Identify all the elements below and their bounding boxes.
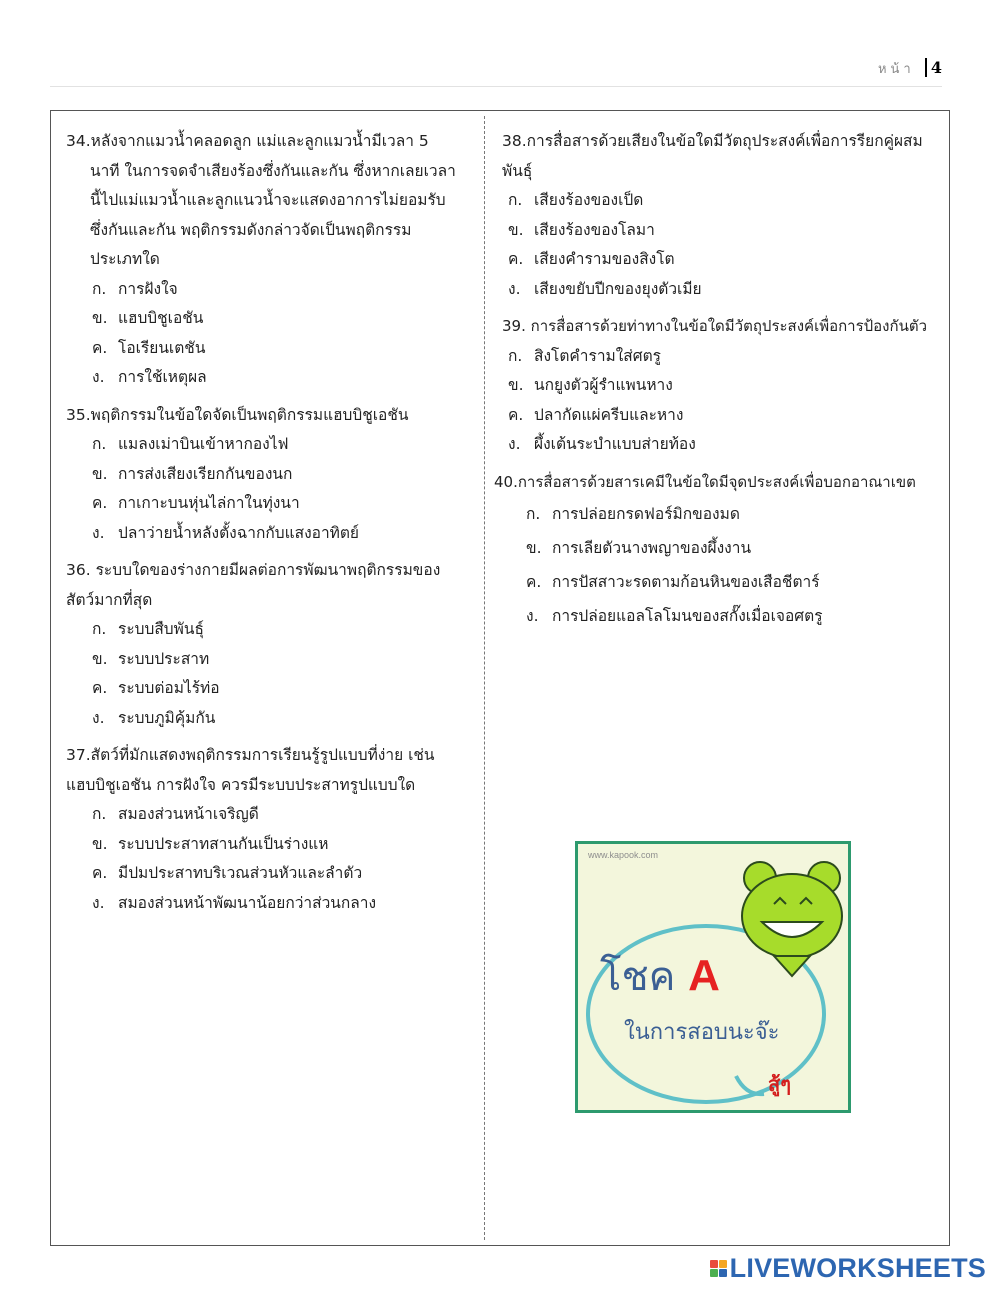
question-stem: 37.สัตว์ที่มักแสดงพฤติกรรมการเรียนรู้รูปแบบที่ง่าย เช่น แฮบบิชูเอชัน การฝังใจ ควรมีระบบประสาทรูปแบบใด (66, 746, 435, 794)
option-mark: ค. (92, 679, 108, 697)
option[interactable] (494, 275, 940, 305)
option-mark: ค. (92, 864, 108, 882)
option[interactable] (494, 565, 940, 599)
question-36 (66, 556, 462, 733)
option-mark: ง. (92, 523, 105, 542)
question-stem: 40.การสื่อสารด้วยสารเคมีในข้อใดมีจุดประสงค์เพื่อบอกอาณาเขต (494, 472, 916, 491)
good-luck-word: โชค (600, 954, 676, 1000)
question-38 (494, 127, 940, 304)
question-stem: 38.การสื่อสารด้วยเสียงในข้อใดมีวัตถุประสงค์เพื่อการรียกคู่ผสมพันธุ์ (502, 132, 923, 180)
option[interactable] (66, 889, 462, 919)
option[interactable] (66, 460, 462, 490)
option[interactable] (494, 430, 940, 460)
option-mark: ง. (526, 607, 539, 625)
option[interactable] (66, 830, 462, 860)
character-head (742, 874, 842, 958)
page-header-label: หน้า (877, 62, 915, 77)
option-text: ผึ้งเต้นระบำแบบส่ายท้อง (534, 435, 696, 453)
option[interactable] (66, 334, 462, 364)
option[interactable] (66, 859, 462, 889)
option[interactable] (494, 216, 940, 246)
option-mark: ง. (92, 893, 105, 912)
option-mark: ค. (526, 573, 542, 591)
option-text: แฮบบิชูเอชัน (118, 309, 204, 327)
liveworksheets-logo-icon (710, 1260, 727, 1277)
option-mark: ข. (92, 464, 108, 483)
option[interactable] (494, 401, 940, 431)
option-text: การปล่อยแอลโลโมนของสกั๊งเมื่อเจอศตรู (552, 607, 823, 625)
question-stem: 34.หลังจากแมวน้ำคลอดลูก แม่และลูกแมวน้ำมีเวลา 5 นาที ในการจดจำเสียงร้องซึ่งกันและกัน ซึ่งหากเลยเวลานี้ไปแม่แมวน้ำและลูกแนวน้ำจะแสดงอาการไม่ยอมรับซึ่งกันและกัน พฤติกรรมดังกล่าวจัดเป็นพฤติกรรมประเภทใด (66, 132, 456, 268)
liveworksheets-logo[interactable] (710, 1253, 986, 1284)
option[interactable] (494, 599, 940, 633)
left-column (66, 127, 462, 926)
liveworksheets-logo-text: LIVEWORKSHEETS (729, 1253, 986, 1283)
option-mark: ก. (526, 505, 541, 523)
option-mark: ข. (526, 539, 542, 557)
header-divider (50, 86, 942, 87)
option-text: สิงโตคำรามใส่ศตรู (534, 346, 661, 365)
option-mark: ข. (508, 220, 524, 239)
question-35 (66, 401, 462, 549)
column-divider (484, 116, 485, 1240)
option[interactable] (66, 674, 462, 704)
question-34 (66, 127, 462, 393)
option-mark: ง. (92, 368, 105, 386)
option-text: ระบบต่อมไร้ท่อ (118, 679, 220, 697)
option-mark: ข. (92, 834, 108, 853)
option[interactable] (494, 531, 940, 565)
good-luck-line1 (600, 944, 720, 1008)
option-text: โอเรียนเตชัน (118, 338, 206, 357)
option-text: การส่งเสียงเรียกกันของนก (118, 464, 293, 483)
option-mark: ก. (92, 805, 107, 823)
option-mark: ก. (508, 346, 523, 365)
option-text: ระบบสืบพันธุ์ (118, 620, 204, 638)
option-mark: ข. (508, 376, 524, 394)
option-text: นกยูงตัวผู้รำแพนหาง (534, 376, 673, 394)
option-mark: ก. (508, 191, 523, 209)
question-37 (66, 741, 462, 918)
good-luck-letter: A (688, 951, 720, 1000)
question-stem: 39. การสื่อสารด้วยท่าทางในข้อใดมีวัตถุประสงค์เพื่อการป้องกันตัว (502, 317, 928, 335)
option-text: เสียงขยับปีกของยุงตัวเมีย (534, 279, 702, 298)
option-mark: ค. (92, 338, 108, 357)
right-column (494, 127, 940, 641)
option[interactable] (66, 615, 462, 645)
option-mark: ข. (92, 309, 108, 327)
option[interactable] (66, 489, 462, 519)
option-text: สมองส่วนหน้าเจริญดี (118, 805, 259, 823)
option-text: ระบบประสาทสานกันเป็นร่างแห (118, 834, 329, 853)
question-stem: 36. ระบบใดของร่างกายมีผลต่อการพัฒนาพฤติกรรมของสัตว์มากที่สุด (66, 561, 441, 609)
option-text: มีปมประสาทบริเวณส่วนหัวและลำตัว (118, 864, 363, 882)
option-mark: ก. (92, 620, 107, 638)
option-text: การใช้เหตุผล (118, 368, 207, 386)
option-mark: ค. (92, 494, 108, 512)
option-text: ปลาว่ายน้ำหลังตั้งฉากกับแสงอาทิตย์ (118, 523, 360, 542)
option[interactable] (494, 342, 940, 372)
page-header (878, 58, 942, 79)
option-mark: ค. (508, 405, 524, 424)
question-39 (494, 312, 940, 460)
option[interactable] (66, 800, 462, 830)
option-text: การปล่อยกรดฟอร์มิกของมด (552, 505, 740, 523)
option[interactable] (66, 704, 462, 734)
option-text: การเลียตัวนางพญาของผึ้งงาน (552, 539, 752, 557)
option[interactable] (494, 245, 940, 275)
watermark: www.kapook.com (588, 850, 659, 860)
option-mark: ก. (92, 435, 107, 453)
option[interactable] (494, 497, 940, 531)
option-text: แมลงเม่าบินเข้าหากองไฟ (118, 435, 289, 453)
option[interactable] (494, 371, 940, 401)
option-text: การปัสสาวะรดตามก้อนหินของเสือชีตาร์ (552, 573, 820, 591)
option-mark: ข. (92, 649, 108, 668)
option-text: การฝังใจ (118, 279, 178, 298)
option[interactable] (66, 363, 462, 393)
option-text: ปลากัดแผ่ครีบและหาง (534, 405, 684, 424)
good-luck-line3: สู้ๆ (768, 1072, 791, 1096)
option-text: สมองส่วนหน้าพัฒนาน้อยกว่าส่วนกลาง (118, 893, 377, 912)
option[interactable] (494, 186, 940, 216)
option[interactable] (66, 519, 462, 549)
option-text: กาเกาะบนหุ่นไล่กาในทุ่งนา (118, 494, 300, 512)
page-number: 4 (925, 58, 942, 77)
option-mark: ค. (508, 250, 524, 268)
option[interactable] (66, 645, 462, 675)
option-mark: ง. (508, 435, 521, 453)
option-text: เสียงคำรามของสิงโต (534, 250, 675, 268)
option[interactable] (66, 430, 462, 460)
option-text: เสียงร้องของเป็ด (534, 191, 644, 209)
option-mark: ก. (92, 279, 107, 298)
option-text: เสียงร้องของโลมา (534, 220, 655, 239)
good-luck-line2: ในการสอบนะจ๊ะ (624, 1020, 780, 1045)
good-luck-image (575, 841, 851, 1113)
option[interactable] (66, 275, 462, 305)
option-text: ระบบภูมิคุ้มกัน (118, 708, 216, 727)
option[interactable] (66, 304, 462, 334)
option-mark: ง. (508, 279, 521, 298)
option-text: ระบบประสาท (118, 649, 210, 668)
question-stem: 35.พฤติกรรมในข้อใดจัดเป็นพฤติกรรมแฮบบิชูเอชัน (66, 405, 409, 424)
question-40 (494, 468, 940, 634)
option-mark: ง. (92, 708, 105, 727)
